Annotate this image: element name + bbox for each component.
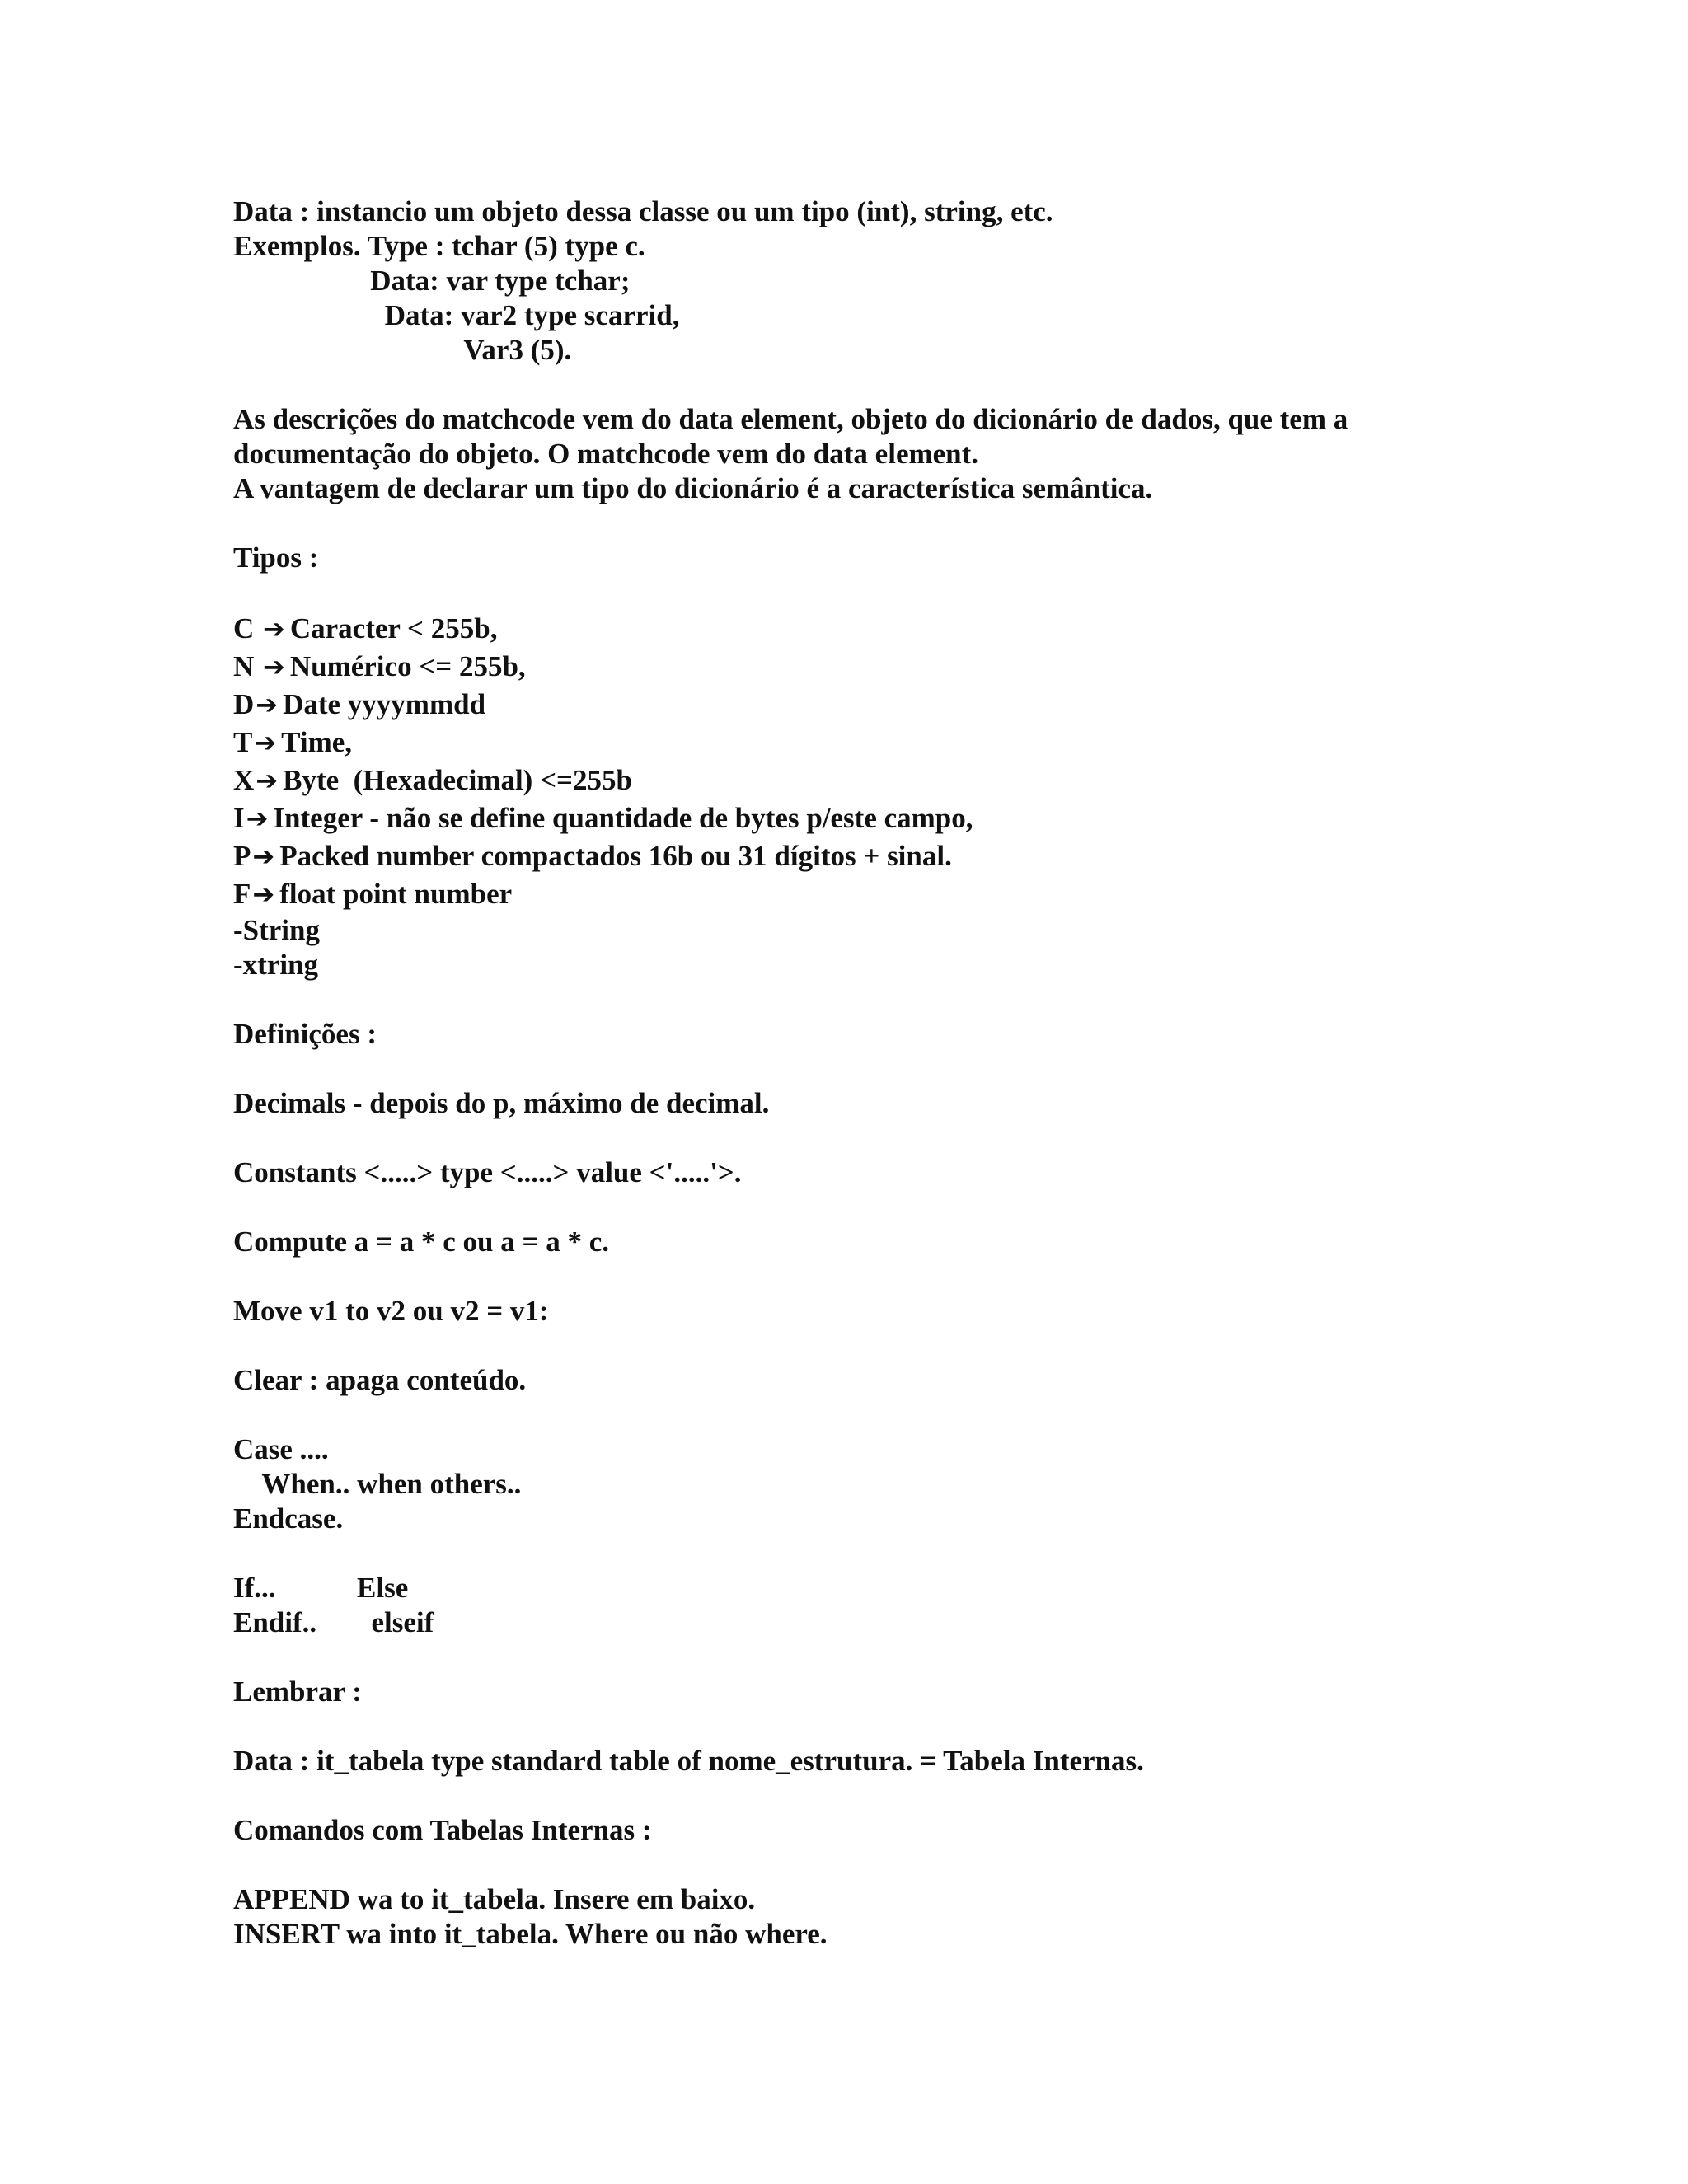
type-text: Byte (Hexadecimal) <=255b bbox=[283, 764, 632, 796]
type-item bbox=[233, 762, 1503, 799]
type-item bbox=[233, 724, 1503, 762]
type-text: Integer - não se define quantidade de bytes p/este campo, bbox=[273, 802, 973, 834]
right-arrow-icon: ➔ bbox=[256, 765, 279, 796]
type-text: float point number bbox=[279, 878, 513, 910]
intro-line: Data : instancio um objeto dessa classe ou um tipo (int), string, etc. bbox=[233, 195, 1053, 227]
clear-line: Clear : apaga conteúdo. bbox=[233, 1364, 527, 1396]
description-line: A vantagem de declarar um tipo do dicionário é a característica semântica. bbox=[233, 472, 1153, 504]
internal-table-line: Data : it_tabela type standard table of nome_estrutura. = Tabela Internas. bbox=[233, 1745, 1144, 1777]
type-text: Date yyyymmdd bbox=[283, 688, 486, 720]
spacer bbox=[233, 506, 1503, 541]
elseif-keyword: elseif bbox=[357, 1606, 434, 1638]
type-text: Caracter < 255b, bbox=[289, 612, 498, 644]
type-text: Numérico <= 255b, bbox=[289, 650, 526, 682]
command-line: INSERT wa into it_tabela. Where ou não where. bbox=[233, 1918, 828, 1950]
right-arrow-icon: ➔ bbox=[256, 689, 279, 720]
right-arrow-icon: ➔ bbox=[254, 727, 277, 758]
definitions-heading: Definições : bbox=[233, 1018, 377, 1050]
extra-type-line: -String bbox=[233, 914, 320, 946]
constants-line: Constants <.....> type <.....> value <'.....'>. bbox=[233, 1156, 742, 1188]
spacer bbox=[233, 575, 1503, 610]
remember-heading: Lembrar : bbox=[233, 1675, 362, 1708]
move-line: Move v1 to v2 ou v2 = v1: bbox=[233, 1295, 549, 1327]
right-arrow-icon: ➔ bbox=[252, 841, 275, 872]
type-code: D bbox=[233, 688, 255, 720]
spacer bbox=[233, 1848, 1503, 1882]
intro-line: Var3 (5). bbox=[233, 334, 572, 366]
spacer bbox=[233, 1121, 1503, 1155]
if-else-row bbox=[233, 1571, 1503, 1605]
type-code: N bbox=[233, 650, 262, 682]
extra-type-line: -xtring bbox=[233, 949, 319, 981]
spacer bbox=[233, 982, 1503, 1017]
intro-line: Data: var2 type scarrid, bbox=[233, 299, 680, 331]
type-item bbox=[233, 837, 1503, 875]
right-arrow-icon: ➔ bbox=[263, 613, 285, 644]
spacer bbox=[233, 1259, 1503, 1294]
spacer bbox=[233, 1640, 1503, 1675]
commands-heading: Comandos com Tabelas Internas : bbox=[233, 1814, 652, 1846]
case-line: Endcase. bbox=[233, 1502, 344, 1535]
spacer bbox=[233, 1052, 1503, 1086]
type-code: C bbox=[233, 612, 262, 644]
type-code: I bbox=[233, 802, 245, 834]
endif-elseif-row bbox=[233, 1605, 1503, 1640]
case-line: When.. when others.. bbox=[233, 1468, 522, 1500]
else-keyword: Else bbox=[357, 1572, 409, 1604]
right-arrow-icon: ➔ bbox=[263, 651, 285, 682]
type-item bbox=[233, 648, 1503, 686]
if-keyword: If... bbox=[233, 1572, 276, 1604]
spacer bbox=[233, 1398, 1503, 1432]
type-item bbox=[233, 610, 1503, 648]
spacer bbox=[233, 1536, 1503, 1571]
spacer bbox=[233, 368, 1503, 402]
right-arrow-icon: ➔ bbox=[246, 803, 269, 834]
type-item bbox=[233, 686, 1503, 724]
compute-line: Compute a = a * c ou a = a * c. bbox=[233, 1226, 609, 1258]
type-code: T bbox=[233, 726, 253, 758]
spacer bbox=[233, 1709, 1503, 1744]
type-item bbox=[233, 799, 1503, 837]
spacer bbox=[233, 1779, 1503, 1813]
description-line: As descrições do matchcode vem do data element, objeto do dicionário de dados, que tem a bbox=[233, 403, 1348, 435]
types-heading: Tipos : bbox=[233, 541, 319, 574]
type-text: Packed number compactados 16b ou 31 dígitos + sinal. bbox=[279, 840, 952, 872]
types-list bbox=[233, 610, 1503, 913]
description-line: documentação do objeto. O matchcode vem do data element. bbox=[233, 438, 979, 470]
type-text: Time, bbox=[281, 726, 353, 758]
decimals-line: Decimals - depois do p, máximo de decimal. bbox=[233, 1087, 770, 1119]
case-line: Case .... bbox=[233, 1433, 329, 1465]
type-code: F bbox=[233, 878, 251, 910]
right-arrow-icon: ➔ bbox=[252, 879, 275, 910]
intro-line: Exemplos. Type : tchar (5) type c. bbox=[233, 230, 645, 262]
spacer bbox=[233, 1329, 1503, 1363]
spacer bbox=[233, 1190, 1503, 1225]
type-code: X bbox=[233, 764, 255, 796]
intro-line: Data: var type tchar; bbox=[233, 265, 631, 297]
command-line: APPEND wa to it_tabela. Insere em baixo. bbox=[233, 1883, 756, 1915]
endif-keyword: Endif.. bbox=[233, 1606, 317, 1638]
type-code: P bbox=[233, 840, 251, 872]
type-item bbox=[233, 875, 1503, 913]
document-body bbox=[233, 194, 1503, 1952]
